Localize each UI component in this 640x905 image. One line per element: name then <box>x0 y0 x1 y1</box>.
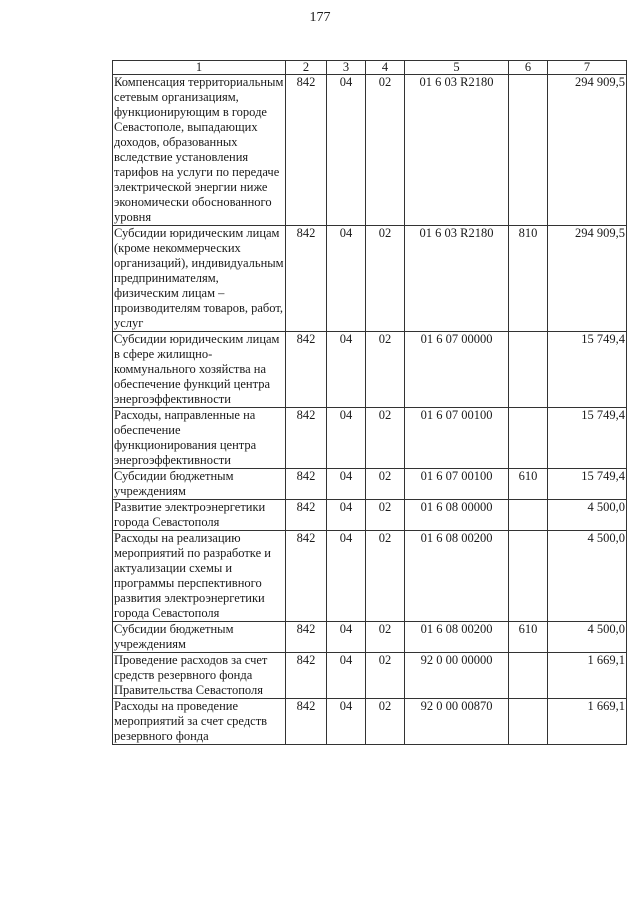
cell-name: Субсидии бюджетным учреждениям <box>113 469 286 500</box>
table-row <box>113 699 627 745</box>
cell-amount: 15 749,4 <box>548 332 627 408</box>
cell-amount: 15 749,4 <box>548 408 627 469</box>
cell-target-article: 01 6 07 00100 <box>405 469 509 500</box>
cell-expense-type: 810 <box>509 226 548 332</box>
cell-target-article: 01 6 07 00100 <box>405 408 509 469</box>
cell-section: 04 <box>327 332 366 408</box>
cell-expense-type <box>509 531 548 622</box>
cell-target-article: 01 6 08 00200 <box>405 622 509 653</box>
header-col-5: 5 <box>405 61 509 75</box>
cell-subsection: 02 <box>366 408 405 469</box>
table-row <box>113 408 627 469</box>
cell-section: 04 <box>327 75 366 226</box>
cell-ministry-code: 842 <box>286 699 327 745</box>
cell-expense-type <box>509 699 548 745</box>
table-row <box>113 622 627 653</box>
table-row <box>113 653 627 699</box>
cell-amount: 294 909,5 <box>548 226 627 332</box>
header-col-3: 3 <box>327 61 366 75</box>
cell-section: 04 <box>327 622 366 653</box>
cell-ministry-code: 842 <box>286 75 327 226</box>
cell-ministry-code: 842 <box>286 226 327 332</box>
cell-section: 04 <box>327 699 366 745</box>
cell-ministry-code: 842 <box>286 500 327 531</box>
header-col-6: 6 <box>509 61 548 75</box>
cell-section: 04 <box>327 531 366 622</box>
cell-expense-type <box>509 500 548 531</box>
cell-subsection: 02 <box>366 75 405 226</box>
cell-name: Развитие электроэнергетики города Севастополя <box>113 500 286 531</box>
cell-name: Проведение расходов за счет средств резервного фонда Правительства Севастополя <box>113 653 286 699</box>
cell-section: 04 <box>327 469 366 500</box>
cell-subsection: 02 <box>366 653 405 699</box>
cell-expense-type: 610 <box>509 622 548 653</box>
header-col-7: 7 <box>548 61 627 75</box>
cell-target-article: 92 0 00 00000 <box>405 653 509 699</box>
cell-amount: 4 500,0 <box>548 622 627 653</box>
table-row <box>113 531 627 622</box>
cell-ministry-code: 842 <box>286 531 327 622</box>
cell-target-article: 01 6 03 R2180 <box>405 226 509 332</box>
cell-ministry-code: 842 <box>286 653 327 699</box>
table-body <box>113 75 627 745</box>
cell-expense-type: 610 <box>509 469 548 500</box>
cell-subsection: 02 <box>366 226 405 332</box>
header-row <box>113 61 627 75</box>
table-row <box>113 75 627 226</box>
cell-section: 04 <box>327 653 366 699</box>
cell-ministry-code: 842 <box>286 332 327 408</box>
cell-target-article: 01 6 07 00000 <box>405 332 509 408</box>
cell-name: Расходы, направленные на обеспечение функционирования центра энергоэффективности <box>113 408 286 469</box>
page-number: 177 <box>309 10 331 25</box>
table-row <box>113 469 627 500</box>
cell-name: Субсидии юридическим лицам (кроме некоммерческих организаций), индивидуальным предпринимателям, физическим лицам – производителям товаров, работ, услуг <box>114 226 284 330</box>
table-row <box>113 332 627 408</box>
cell-expense-type <box>509 332 548 408</box>
cell-target-article: 01 6 03 R2180 <box>405 75 509 226</box>
cell-expense-type <box>509 408 548 469</box>
cell-name: Субсидии юридическим лицам в сфере жилищно-коммунального хозяйства на обеспечение функций центра энергоэффективности <box>113 332 286 408</box>
cell-subsection: 02 <box>366 622 405 653</box>
cell-target-article: 01 6 08 00200 <box>405 531 509 622</box>
table-row <box>113 500 627 531</box>
cell-name: Расходы на проведение мероприятий за счет средств резервного фонда <box>113 699 286 745</box>
header-col-1: 1 <box>113 61 286 75</box>
cell-section: 04 <box>327 408 366 469</box>
cell-ministry-code: 842 <box>286 469 327 500</box>
cell-subsection: 02 <box>366 500 405 531</box>
cell-amount: 1 669,1 <box>548 653 627 699</box>
cell-subsection: 02 <box>366 699 405 745</box>
cell-amount: 15 749,4 <box>548 469 627 500</box>
cell-amount: 4 500,0 <box>548 500 627 531</box>
cell-amount: 1 669,1 <box>548 699 627 745</box>
cell-subsection: 02 <box>366 469 405 500</box>
cell-amount: 4 500,0 <box>548 531 627 622</box>
cell-ministry-code: 842 <box>286 622 327 653</box>
table-row <box>113 226 627 332</box>
header-col-2: 2 <box>286 61 327 75</box>
cell-target-article: 01 6 08 00000 <box>405 500 509 531</box>
cell-target-article: 92 0 00 00870 <box>405 699 509 745</box>
budget-table <box>112 60 627 745</box>
cell-ministry-code: 842 <box>286 408 327 469</box>
cell-name: Компенсация территориальным сетевым организациям, функционирующим в городе Севастополе, выпадающих доходов, образованных вследствие установления тарифов на услуги по передаче электрической энергии ниже экономически обоснованного уровня <box>113 75 286 226</box>
cell-subsection: 02 <box>366 332 405 408</box>
cell-name: Расходы на реализацию мероприятий по разработке и актуализации схемы и программы перспективного развития электроэнергетики города Севастополя <box>113 531 286 622</box>
cell-section: 04 <box>327 500 366 531</box>
cell-expense-type <box>509 75 548 226</box>
cell-amount: 294 909,5 <box>548 75 627 226</box>
cell-expense-type <box>509 653 548 699</box>
cell-subsection: 02 <box>366 531 405 622</box>
header-col-4: 4 <box>366 61 405 75</box>
cell-section: 04 <box>327 226 366 332</box>
cell-name: Субсидии бюджетным учреждениям <box>113 622 286 653</box>
